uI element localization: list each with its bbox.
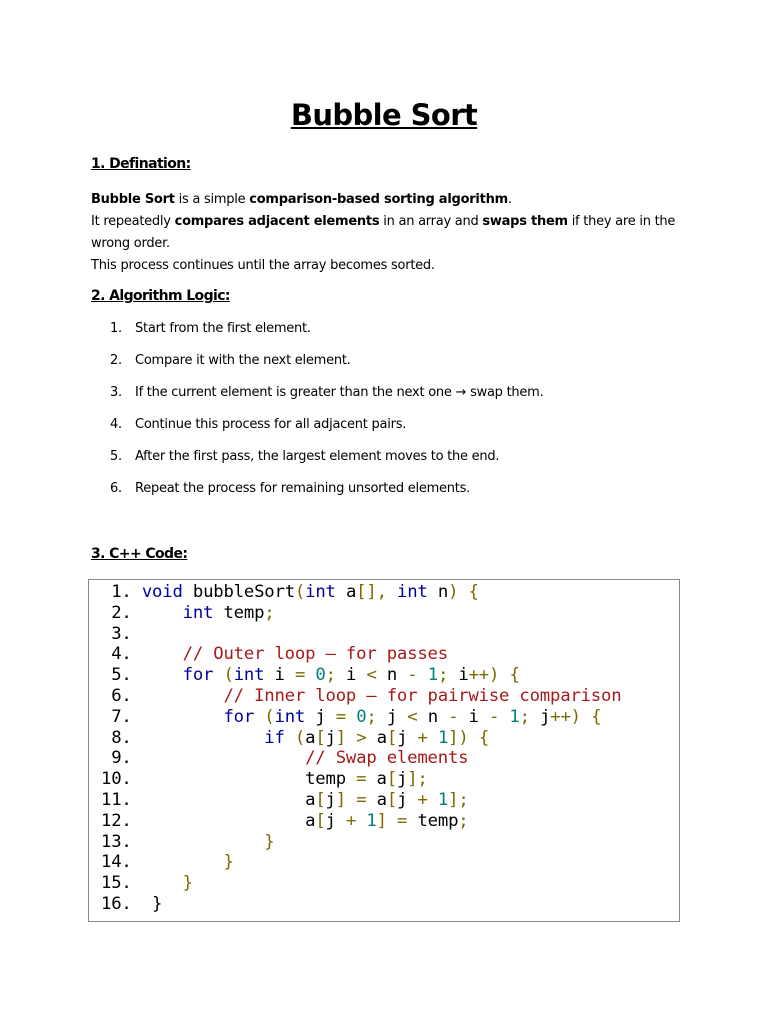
code-token bbox=[346, 707, 356, 727]
code-token bbox=[254, 707, 264, 727]
emphasis-compares-adjacent: compares adjacent elements bbox=[174, 214, 380, 229]
code-token: // Outer loop — for passes bbox=[182, 644, 448, 665]
list-number: 2. bbox=[110, 353, 122, 368]
code-line bbox=[101, 582, 621, 603]
text-segment: It repeatedly bbox=[91, 214, 175, 229]
code-token bbox=[387, 811, 397, 831]
code-token: int bbox=[305, 582, 336, 602]
list-item bbox=[110, 385, 670, 400]
code-token: // Swap elements bbox=[305, 748, 469, 769]
code-token: if bbox=[264, 727, 285, 748]
code-token: 3. bbox=[101, 623, 132, 644]
code-token: - bbox=[488, 706, 500, 727]
code-token: j bbox=[376, 706, 408, 727]
code-token: ]; bbox=[407, 769, 428, 790]
code-token: = bbox=[397, 810, 408, 831]
code-token: for bbox=[182, 665, 214, 686]
code-token: 8. bbox=[101, 727, 265, 748]
code-token: [], bbox=[356, 582, 387, 602]
code-token bbox=[458, 582, 468, 602]
code-token bbox=[346, 728, 356, 748]
code-token: 11. bbox=[101, 789, 306, 810]
code-token: ] bbox=[335, 727, 347, 748]
code-token: j bbox=[397, 789, 418, 810]
code-token: bubbleSort bbox=[182, 582, 295, 602]
code-line bbox=[101, 665, 621, 686]
code-token: a bbox=[305, 727, 316, 748]
code-token: [ bbox=[315, 789, 326, 810]
code-token: { bbox=[478, 727, 490, 748]
code-line bbox=[101, 894, 621, 915]
code-line bbox=[101, 852, 621, 873]
emphasis-comparison-based: comparison-based sorting algorithm bbox=[249, 192, 508, 207]
code-token: ]) bbox=[448, 727, 469, 748]
code-token: a bbox=[305, 789, 316, 810]
code-token: 9. bbox=[101, 748, 306, 769]
code-token: 1. bbox=[101, 582, 142, 602]
code-token: 10. bbox=[101, 769, 306, 790]
code-token: 7. bbox=[101, 706, 224, 727]
list-number: 1. bbox=[110, 321, 122, 336]
code-token: + bbox=[417, 789, 428, 810]
code-token: i bbox=[264, 665, 295, 686]
emphasis-swaps-them: swaps them bbox=[482, 214, 568, 229]
code-line bbox=[101, 707, 621, 728]
list-number: 5. bbox=[110, 449, 122, 464]
code-token: 1 bbox=[427, 665, 438, 686]
code-token: ; bbox=[519, 706, 530, 727]
code-token bbox=[499, 665, 509, 685]
list-number: 4. bbox=[110, 417, 122, 432]
code-token bbox=[213, 665, 223, 685]
code-token: = bbox=[335, 706, 346, 727]
code-token bbox=[418, 665, 428, 685]
code-line bbox=[101, 832, 621, 853]
term-bubble-sort: Bubble Sort bbox=[91, 192, 175, 207]
code-line bbox=[101, 811, 621, 832]
code-token: ; bbox=[437, 665, 449, 686]
code-token: + bbox=[417, 727, 428, 748]
code-token: - bbox=[407, 665, 418, 686]
code-token: a bbox=[366, 769, 387, 790]
code-token: temp bbox=[407, 810, 459, 831]
code-token: 2. bbox=[101, 602, 183, 623]
code-token: int bbox=[233, 665, 265, 686]
code-token: 0 bbox=[315, 665, 326, 686]
code-token: ( bbox=[294, 582, 306, 602]
code-token: 1 bbox=[437, 789, 449, 810]
code-token: j bbox=[325, 810, 346, 831]
code-token: 15. bbox=[101, 873, 183, 894]
code-token: < bbox=[366, 665, 377, 686]
text-segment: is a simple bbox=[174, 192, 250, 207]
code-token: 1 bbox=[509, 706, 520, 727]
code-token: [ bbox=[386, 789, 398, 810]
code-token: 16. bbox=[101, 893, 153, 914]
algorithm-logic-heading: 2. Algorithm Logic: bbox=[91, 288, 230, 304]
definition-line-3: This process continues until the array becomes sorted. bbox=[91, 258, 435, 273]
code-token: [ bbox=[386, 769, 397, 790]
code-token: n bbox=[376, 665, 408, 686]
code-token: { bbox=[591, 706, 602, 727]
list-text: If the current element is greater than the next one → swap them. bbox=[135, 385, 544, 400]
list-text: Continue this process for all adjacent pairs. bbox=[135, 417, 407, 432]
code-token: i bbox=[335, 665, 367, 686]
code-token: j bbox=[396, 769, 408, 790]
list-item bbox=[110, 449, 670, 464]
code-token: } bbox=[264, 831, 275, 852]
code-token: ( bbox=[264, 706, 275, 727]
list-number: 3. bbox=[110, 385, 122, 400]
list-item bbox=[110, 353, 670, 368]
code-token bbox=[499, 707, 509, 727]
code-token: 5. bbox=[101, 665, 183, 686]
code-line bbox=[101, 686, 621, 707]
code-line bbox=[101, 748, 621, 769]
code-token: j bbox=[325, 727, 336, 748]
code-token: ) bbox=[448, 582, 459, 602]
code-token: j bbox=[529, 706, 551, 727]
code-token bbox=[387, 582, 397, 602]
code-token: { bbox=[509, 665, 520, 686]
code-token: 12. bbox=[101, 810, 306, 831]
list-number: 6. bbox=[110, 481, 122, 496]
code-token: a bbox=[366, 789, 387, 810]
code-token: 1 bbox=[366, 810, 377, 831]
code-token: // Inner loop — for pairwise comparison bbox=[223, 685, 622, 706]
text-segment: in an array and bbox=[379, 214, 483, 229]
list-text: Repeat the process for remaining unsorted elements. bbox=[135, 481, 471, 496]
code-token: i bbox=[448, 665, 469, 686]
code-token: 4. bbox=[101, 644, 183, 665]
list-text: After the first pass, the largest element moves to the end. bbox=[135, 449, 500, 464]
code-token: 6. bbox=[101, 685, 224, 706]
page-title: Bubble Sort bbox=[290, 98, 478, 132]
code-token bbox=[428, 790, 438, 810]
code-token: - bbox=[448, 706, 459, 727]
code-token: a bbox=[335, 582, 357, 602]
code-token bbox=[285, 728, 295, 748]
code-token: ( bbox=[223, 665, 234, 686]
list-item bbox=[110, 321, 670, 336]
code-line bbox=[101, 728, 621, 749]
list-text: Start from the first element. bbox=[135, 321, 311, 336]
code-token bbox=[356, 811, 366, 831]
code-token: [ bbox=[315, 727, 326, 748]
code-token: int bbox=[274, 706, 306, 727]
code-token: ]; bbox=[448, 789, 469, 810]
code-token: j bbox=[305, 706, 336, 727]
code-token: temp bbox=[213, 602, 265, 623]
list-text: Compare it with the next element. bbox=[135, 353, 351, 368]
code-token: ] bbox=[335, 789, 346, 810]
code-token: ++) bbox=[550, 706, 581, 727]
code-token: j bbox=[397, 727, 418, 748]
definition-heading: 1. Defination: bbox=[91, 156, 191, 172]
definition-line-2 bbox=[91, 211, 691, 255]
code-token: n bbox=[427, 582, 449, 602]
code-token bbox=[469, 728, 479, 748]
code-token: = bbox=[356, 769, 367, 790]
code-token: 0 bbox=[356, 706, 367, 727]
code-token: + bbox=[345, 810, 357, 831]
list-item bbox=[110, 417, 670, 432]
code-line bbox=[101, 790, 621, 811]
code-token bbox=[581, 707, 591, 727]
code-token: [ bbox=[386, 727, 398, 748]
code-token: int bbox=[397, 582, 428, 602]
code-token: a bbox=[305, 810, 316, 831]
text-segment: if they are in the wrong order. bbox=[91, 214, 676, 251]
code-token: ( bbox=[294, 727, 306, 748]
code-token: n bbox=[417, 706, 449, 727]
code-token: } bbox=[152, 893, 163, 914]
cpp-code-heading: 3. C++ Code: bbox=[91, 546, 188, 562]
code-token: { bbox=[468, 582, 479, 602]
code-token: 1 bbox=[437, 727, 449, 748]
code-token: = bbox=[294, 665, 306, 686]
code-token: ++) bbox=[468, 665, 500, 686]
code-token: ; bbox=[264, 602, 275, 623]
code-token: } bbox=[223, 852, 234, 873]
code-line bbox=[101, 644, 621, 665]
code-line bbox=[101, 769, 621, 790]
code-token: > bbox=[356, 727, 367, 748]
code-token: ; bbox=[458, 810, 469, 831]
code-token: 13. bbox=[101, 831, 265, 852]
code-token: ; bbox=[325, 665, 336, 686]
text-segment: . bbox=[507, 192, 512, 207]
code-token: i bbox=[458, 706, 489, 727]
code-token: < bbox=[407, 706, 418, 727]
code-token: ; bbox=[366, 706, 377, 727]
definition-line-1 bbox=[91, 189, 691, 211]
code-token: for bbox=[223, 706, 255, 727]
code-token: j bbox=[325, 789, 336, 810]
code-token: a bbox=[366, 727, 387, 748]
code-block bbox=[101, 582, 621, 915]
code-token bbox=[305, 665, 315, 685]
code-token: int bbox=[182, 602, 214, 623]
code-token: [ bbox=[315, 810, 326, 831]
code-token: ] bbox=[376, 810, 387, 831]
code-token: 14. bbox=[101, 852, 224, 873]
code-token: void bbox=[141, 582, 183, 602]
code-line bbox=[101, 873, 621, 894]
code-token: } bbox=[182, 873, 193, 894]
code-token bbox=[346, 790, 356, 810]
list-item bbox=[110, 481, 670, 496]
code-token: = bbox=[356, 789, 367, 810]
code-line bbox=[101, 624, 621, 645]
code-token: temp bbox=[305, 769, 357, 790]
code-line bbox=[101, 603, 621, 624]
code-token bbox=[428, 728, 438, 748]
definition-paragraph bbox=[91, 189, 691, 277]
